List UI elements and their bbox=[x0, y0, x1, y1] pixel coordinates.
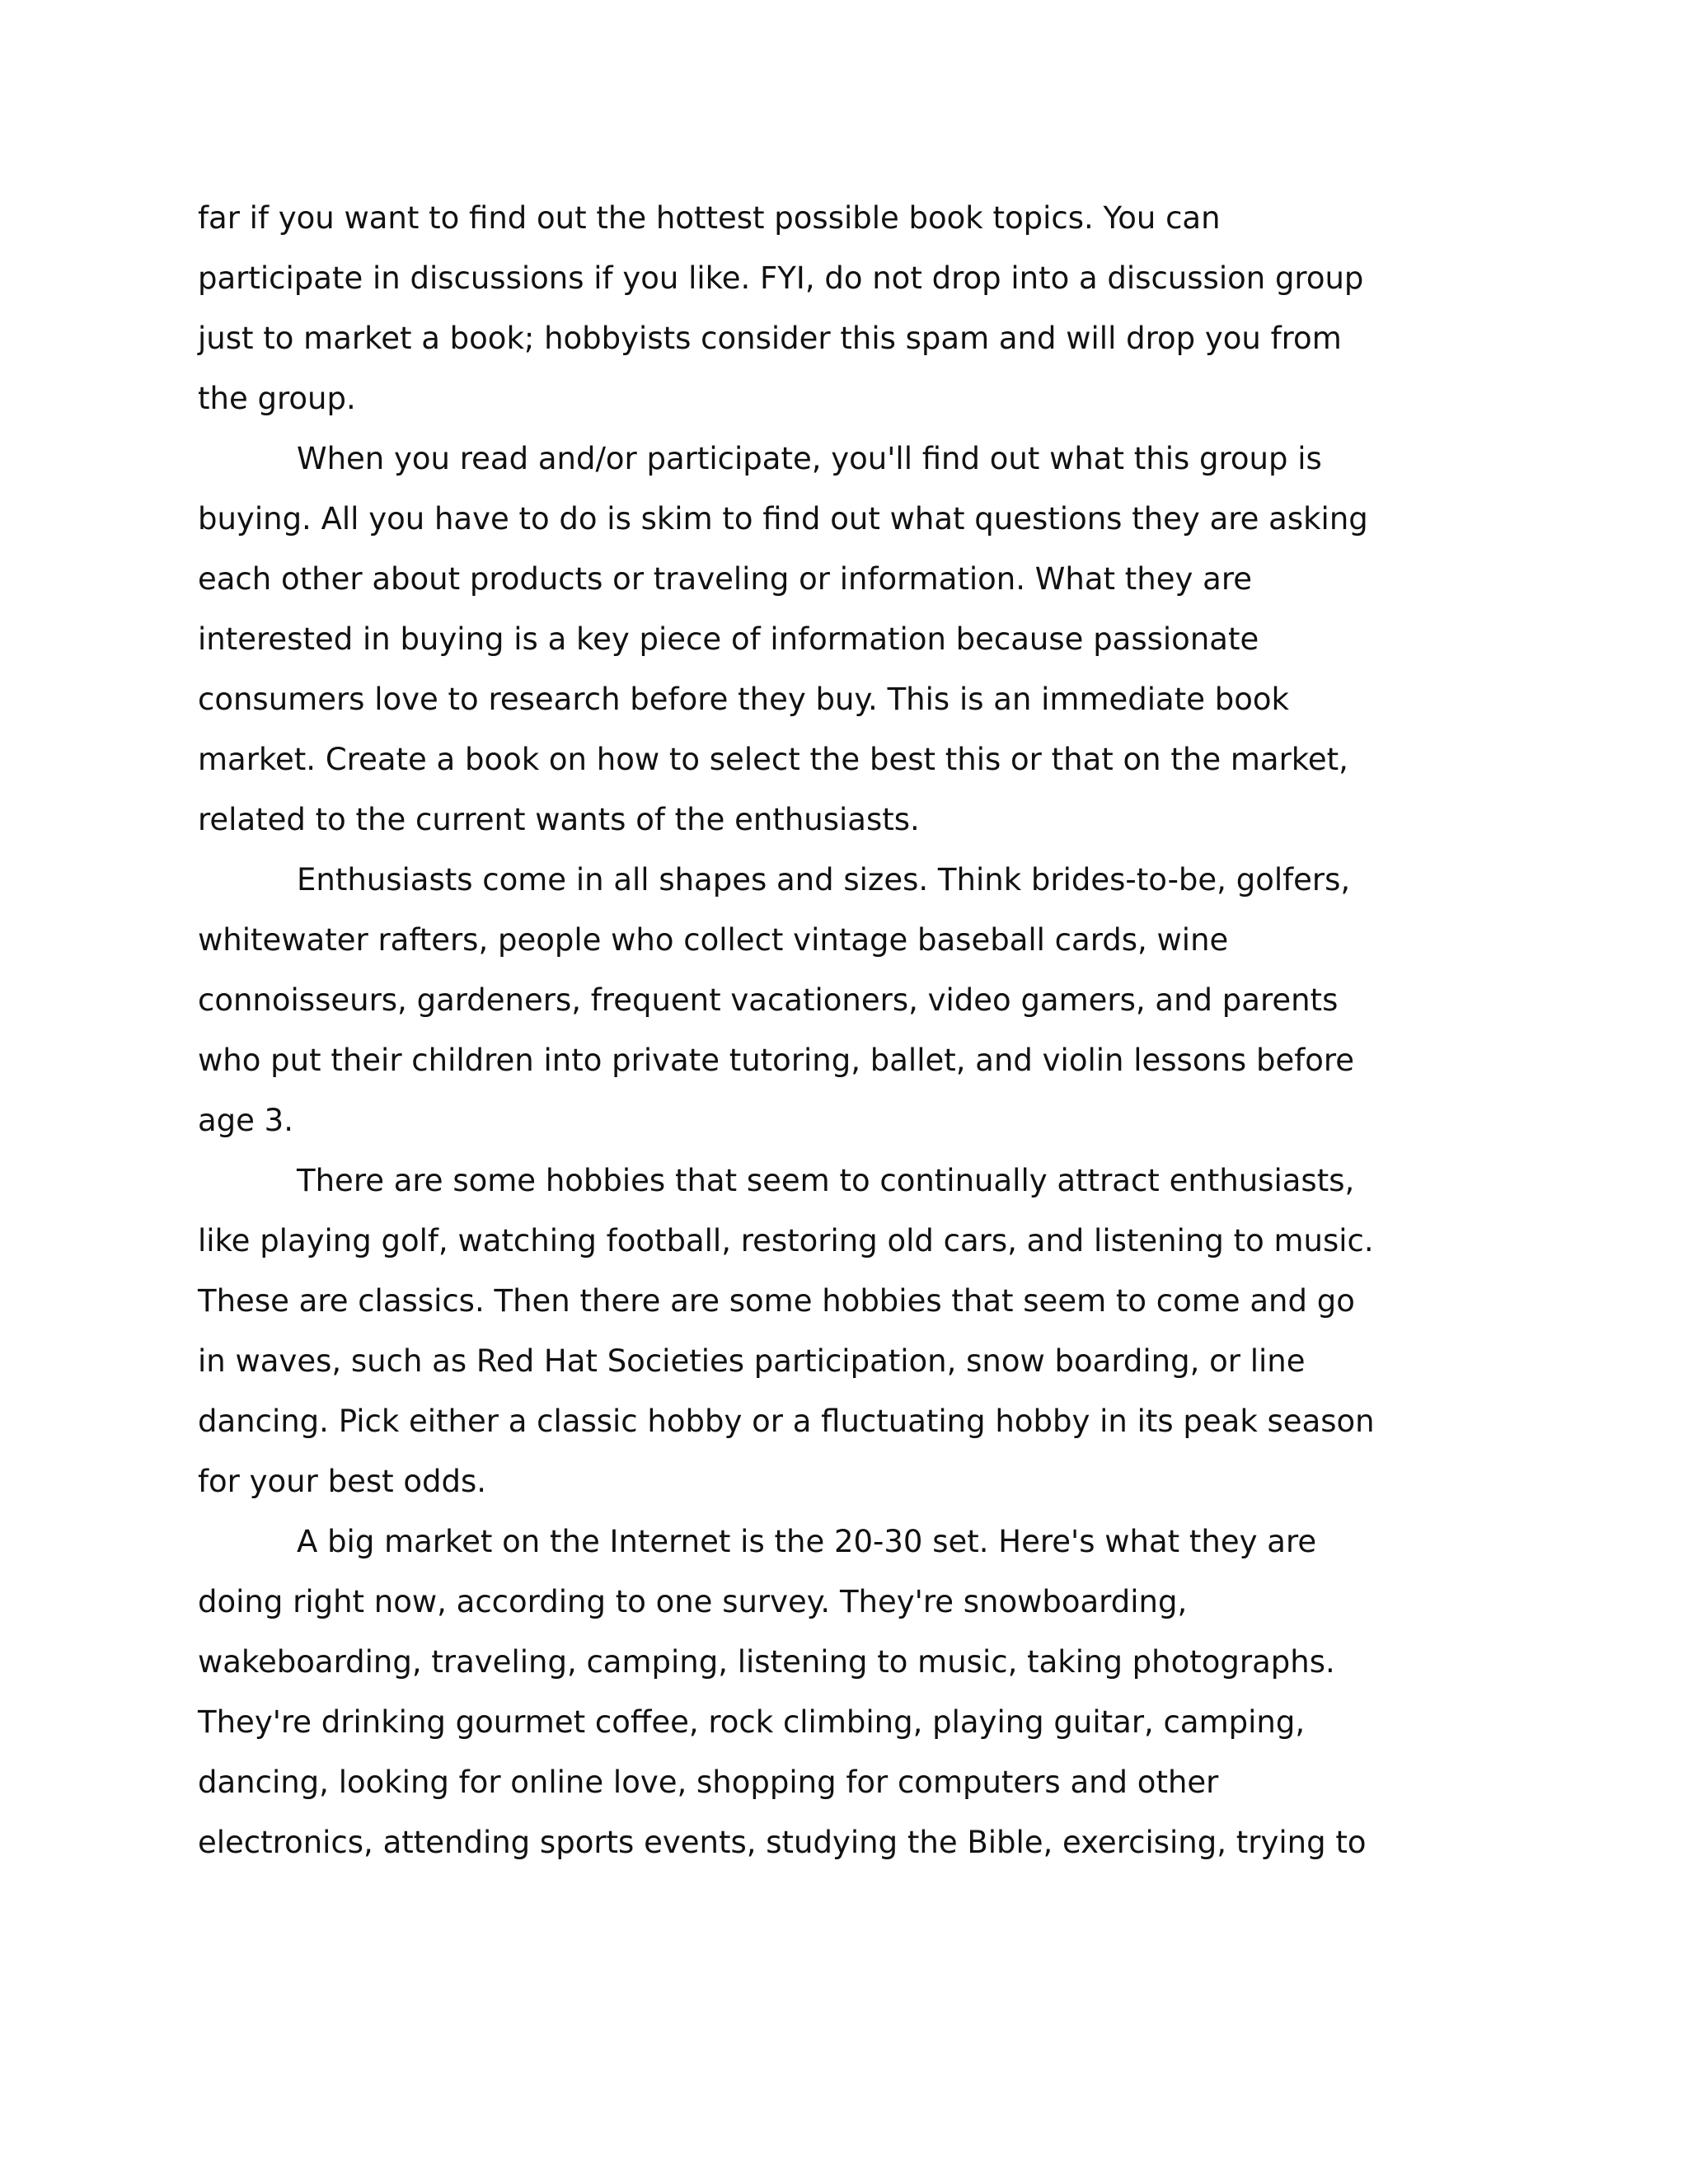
paragraph-first-line: There are some hobbies that seem to continually attract enthusiasts, bbox=[297, 1163, 1355, 1198]
text-line: dancing. Pick either a classic hobby or a fluctuating hobby in its peak season bbox=[198, 1404, 1375, 1439]
text-line: interested in buying is a key piece of information because passionate bbox=[198, 621, 1259, 657]
text-line: connoisseurs, gardeners, frequent vacationers, video gamers, and parents bbox=[198, 982, 1339, 1018]
text-line: each other about products or traveling or information. What they are bbox=[198, 561, 1252, 597]
text-line: participate in discussions if you like. FYI, do not drop into a discussion group bbox=[198, 260, 1364, 296]
paragraph-first-line: Enthusiasts come in all shapes and sizes. Think brides-to-be, golfers, bbox=[297, 862, 1351, 898]
paragraph-first-line: A big market on the Internet is the 20-30 set. Here's what they are bbox=[297, 1524, 1317, 1559]
text-line: for your best odds. bbox=[198, 1464, 487, 1499]
body-text bbox=[198, 188, 1500, 1872]
text-line: consumers love to research before they buy. This is an immediate book bbox=[198, 682, 1289, 717]
text-line: These are classics. Then there are some hobbies that seem to come and go bbox=[198, 1283, 1355, 1319]
text-line: whitewater rafters, people who collect vintage baseball cards, wine bbox=[198, 922, 1229, 958]
text-line: electronics, attending sports events, studying the Bible, exercising, trying to bbox=[198, 1825, 1367, 1860]
text-line: They're drinking gourmet coffee, rock climbing, playing guitar, camping, bbox=[198, 1704, 1306, 1740]
text-line: dancing, looking for online love, shopping for computers and other bbox=[198, 1765, 1219, 1800]
text-line: who put their children into private tutoring, ballet, and violin lessons before bbox=[198, 1043, 1355, 1078]
text-line: related to the current wants of the enthusiasts. bbox=[198, 802, 920, 837]
paragraph-first-line: When you read and/or participate, you'll find out what this group is bbox=[297, 441, 1322, 476]
text-line: just to market a book; hobbyists consider this spam and will drop you from bbox=[198, 321, 1342, 356]
text-line: like playing golf, watching football, restoring old cars, and listening to music. bbox=[198, 1223, 1374, 1258]
text-line: market. Create a book on how to select the best this or that on the market, bbox=[198, 742, 1348, 777]
text-line: doing right now, according to one survey. They're snowboarding, bbox=[198, 1584, 1188, 1619]
text-line: age 3. bbox=[198, 1103, 293, 1138]
text-line: in waves, such as Red Hat Societies participation, snow boarding, or line bbox=[198, 1343, 1306, 1379]
text-line: far if you want to find out the hottest possible book topics. You can bbox=[198, 200, 1221, 236]
text-line: buying. All you have to do is skim to find out what questions they are asking bbox=[198, 501, 1368, 537]
text-line: wakeboarding, traveling, camping, listening to music, taking photographs. bbox=[198, 1644, 1335, 1680]
text-line: the group. bbox=[198, 381, 356, 416]
